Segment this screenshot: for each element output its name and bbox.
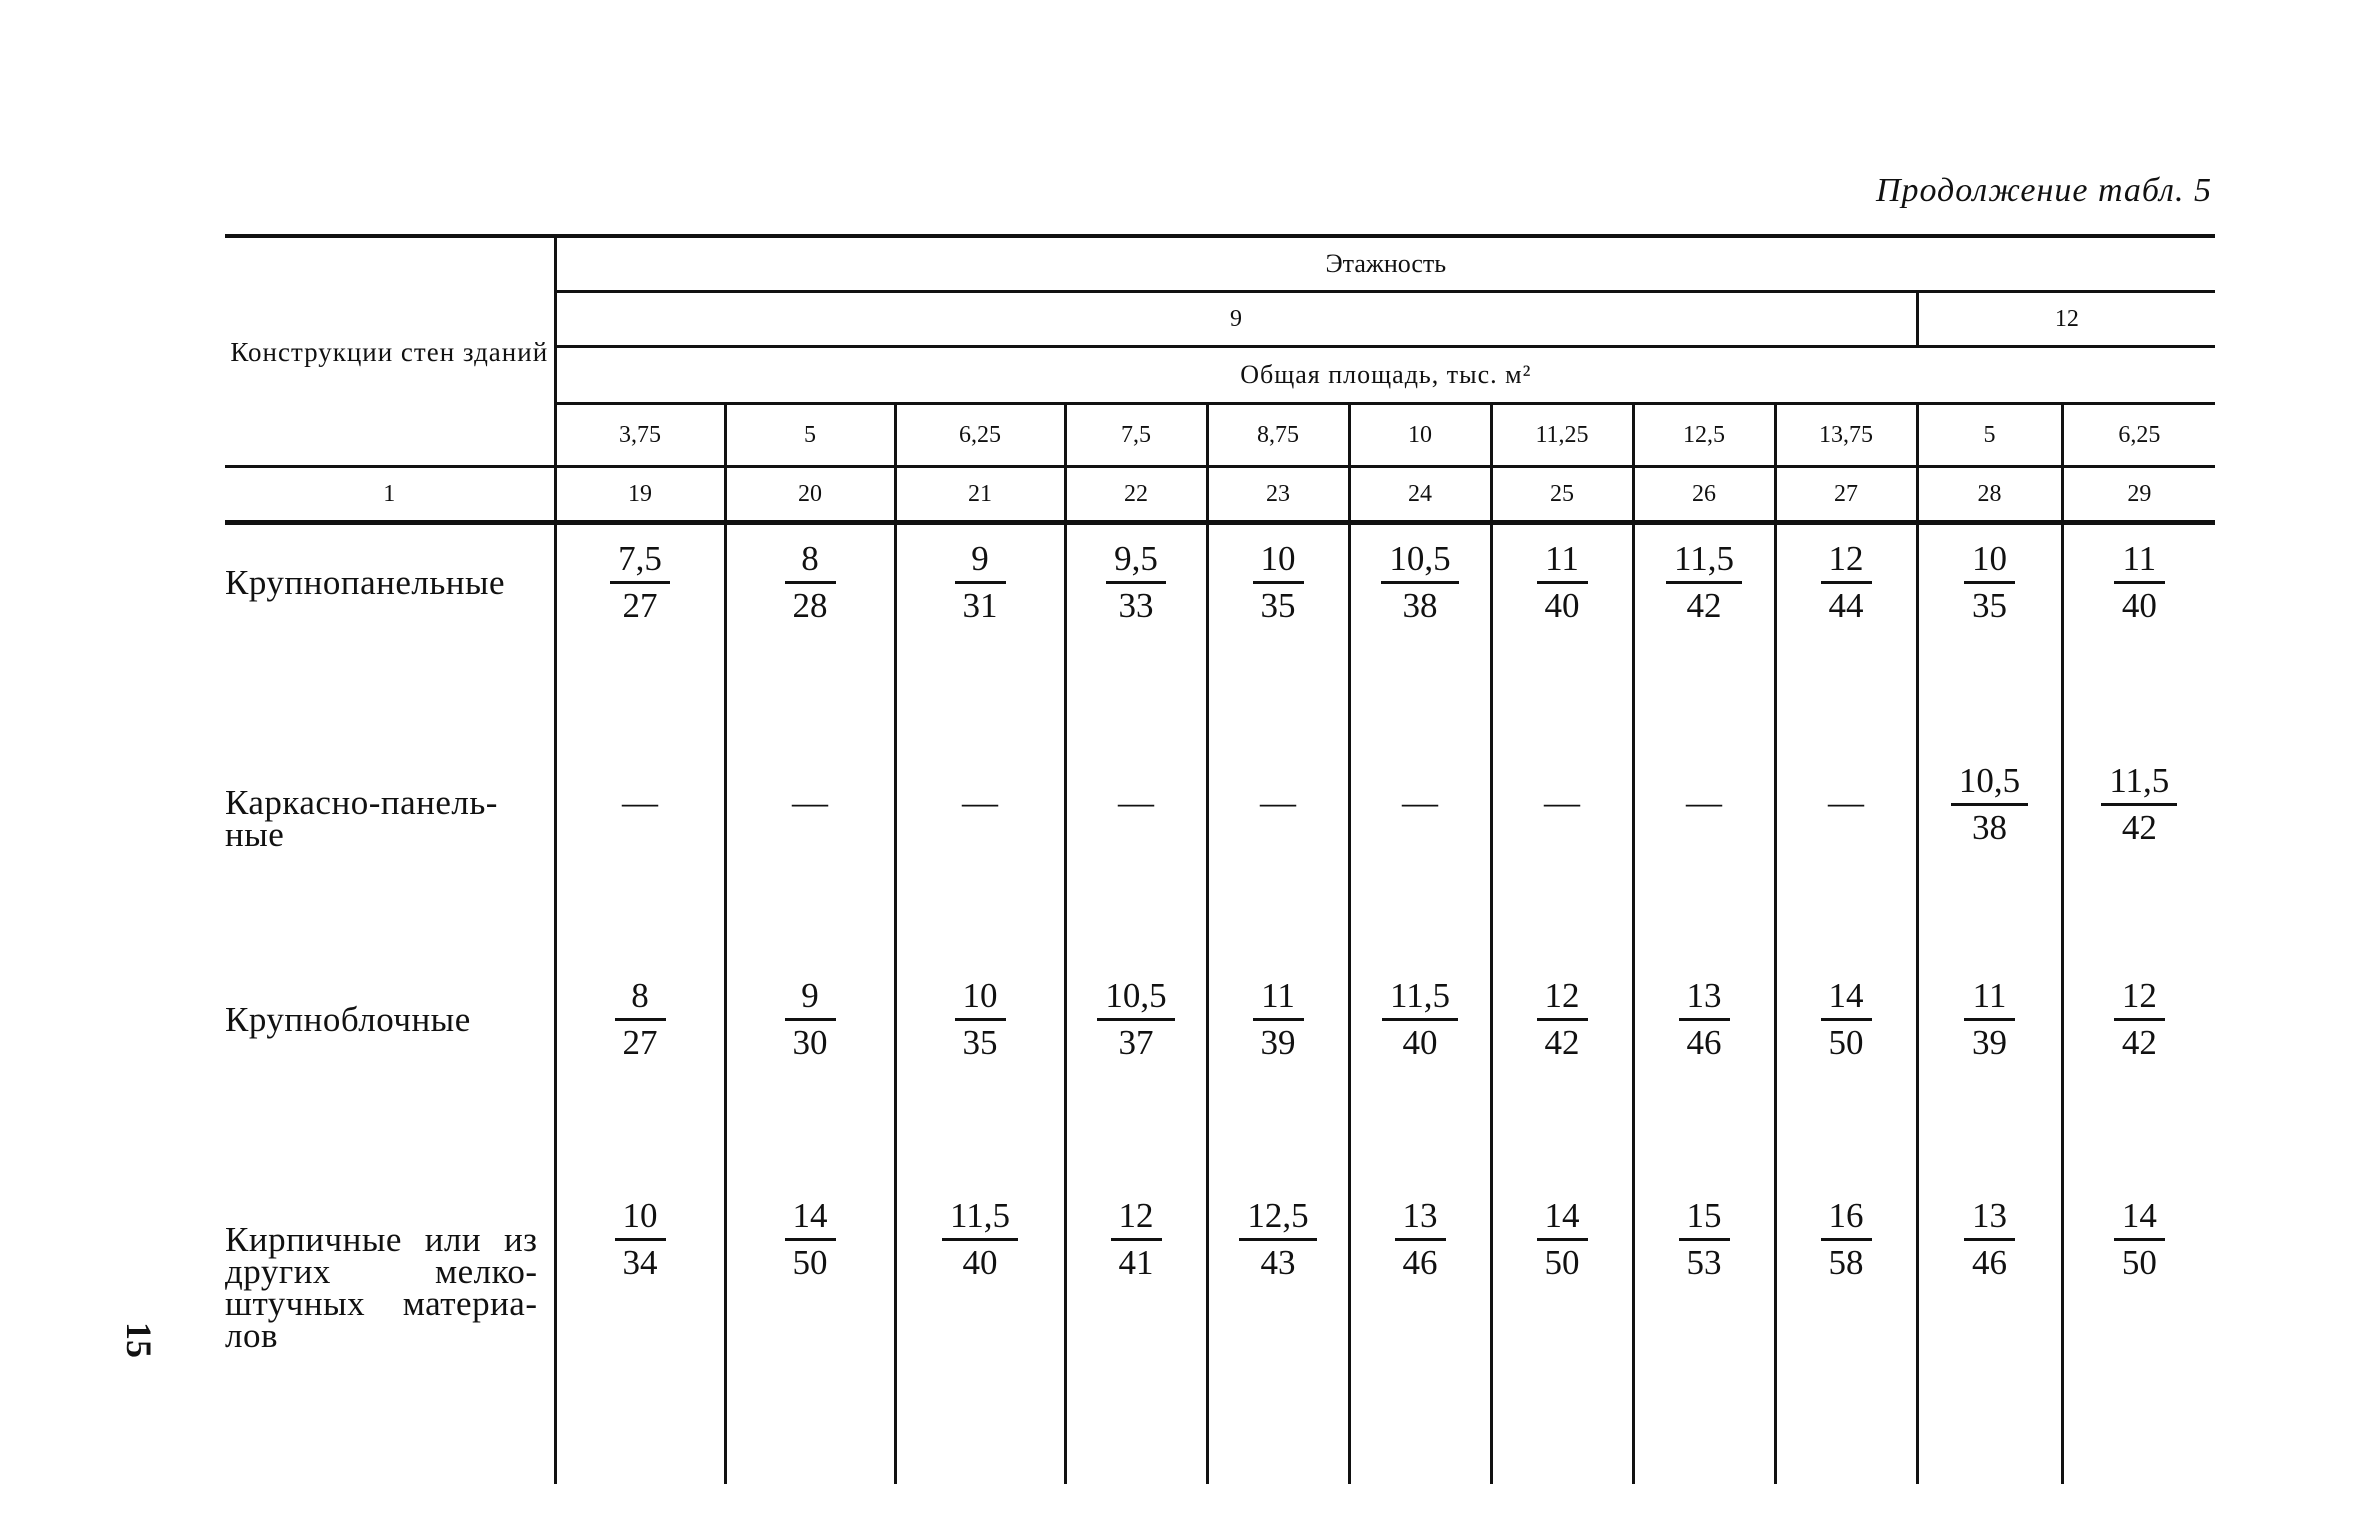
fraction-denominator: 50 <box>792 1243 828 1282</box>
table-cell <box>1207 747 1349 962</box>
table-cell <box>1775 962 1917 1182</box>
table-cell <box>1633 962 1775 1182</box>
table-cell <box>555 747 725 962</box>
header-column-number: 1 <box>383 480 396 507</box>
table-cell <box>1065 747 1207 962</box>
header-area-value: 11,25 <box>1491 404 1633 467</box>
fraction-value <box>1951 759 2028 850</box>
table-cell <box>2062 1182 2215 1484</box>
table-cell <box>895 1182 1065 1484</box>
fraction-denominator: 40 <box>1402 1023 1438 1062</box>
table-cell <box>895 523 1065 748</box>
table-cell <box>1207 962 1349 1182</box>
fraction-numerator: 10 <box>615 1194 666 1241</box>
table-cell <box>1349 747 1491 962</box>
fraction-value <box>1537 1194 1588 1285</box>
table-cell <box>555 523 725 748</box>
row-label-line: Крупноблочные <box>225 1000 471 1039</box>
fraction-denominator: 53 <box>1686 1243 1722 1282</box>
fraction-denominator: 35 <box>1972 586 2007 625</box>
fraction-value <box>1106 537 1166 628</box>
fraction-value <box>1253 974 1304 1065</box>
fraction-denominator: 39 <box>1972 1023 2007 1062</box>
header-floor-group-9: 9 <box>555 292 1917 347</box>
fraction-denominator: 31 <box>962 586 998 625</box>
fraction-denominator: 34 <box>622 1243 658 1282</box>
table-cell <box>1349 1182 1491 1484</box>
dash-mark: — <box>1260 782 1296 822</box>
fraction-denominator: 42 <box>2121 808 2157 847</box>
row-label-line: других мелко- <box>225 1252 538 1291</box>
dash-mark: — <box>1544 782 1580 822</box>
row-label-line: Крупнопанельные <box>225 563 506 602</box>
header-column-number: 26 <box>1633 467 1775 523</box>
fraction-numerator: 10 <box>955 974 1006 1021</box>
dash-mark: — <box>792 782 828 822</box>
fraction-value <box>1097 974 1174 1065</box>
table-cell <box>1775 747 1917 962</box>
table-cell <box>555 962 725 1182</box>
fraction-value <box>1239 1194 1316 1285</box>
table-cell <box>1775 523 1917 748</box>
fraction-numerator: 9 <box>785 974 836 1021</box>
row-label <box>225 962 555 1182</box>
fraction-denominator: 35 <box>962 1023 998 1062</box>
header-area-value: 12,5 <box>1633 404 1775 467</box>
table-cell <box>1917 1182 2062 1484</box>
fraction-denominator: 46 <box>1972 1243 2007 1282</box>
fraction-numerator: 12 <box>2114 974 2165 1021</box>
fraction-value <box>942 1194 1018 1285</box>
fraction-denominator: 41 <box>1118 1243 1154 1282</box>
header-column-number: 23 <box>1207 467 1349 523</box>
table-cell <box>725 523 895 748</box>
fraction-value <box>785 1194 836 1285</box>
fraction-value <box>1964 1194 2015 1285</box>
fraction-value <box>2114 1194 2165 1285</box>
header-column-number: 28 <box>1917 467 2062 523</box>
fraction-numerator: 10,5 <box>1097 974 1174 1021</box>
fraction-denominator: 38 <box>1972 808 2007 847</box>
header-total-area: Общая площадь, тыс. м² <box>555 347 2215 404</box>
table-cell <box>1349 962 1491 1182</box>
fraction-denominator: 42 <box>2121 1023 2157 1062</box>
table-cell <box>1917 523 2062 748</box>
fraction-numerator: 12,5 <box>1239 1194 1316 1241</box>
fraction-numerator: 10,5 <box>1381 537 1458 584</box>
fraction-numerator: 12 <box>1537 974 1588 1021</box>
table-cell <box>725 962 895 1182</box>
fraction-denominator: 50 <box>1828 1023 1864 1062</box>
fraction-numerator: 10 <box>1253 537 1304 584</box>
table-row <box>225 962 2215 1182</box>
fraction-value <box>2114 537 2165 628</box>
fraction-value <box>1111 1194 1162 1285</box>
header-column-number: 21 <box>895 467 1065 523</box>
table-cell <box>1065 1182 1207 1484</box>
fraction-value <box>1964 537 2015 628</box>
fraction-denominator: 33 <box>1118 586 1154 625</box>
table-cell <box>1065 962 1207 1182</box>
fraction-value <box>955 537 1006 628</box>
table-cell <box>725 747 895 962</box>
fraction-denominator: 40 <box>962 1243 998 1282</box>
table-cell <box>1633 523 1775 748</box>
fraction-denominator: 46 <box>1402 1243 1438 1282</box>
fraction-value <box>2101 759 2177 850</box>
fraction-denominator: 46 <box>1686 1023 1722 1062</box>
table-cell <box>1207 523 1349 748</box>
row-label <box>225 1182 555 1484</box>
fraction-numerator: 11 <box>2114 537 2165 584</box>
row-label-line: ные <box>225 815 285 854</box>
fraction-denominator: 35 <box>1260 586 1296 625</box>
table-cell <box>895 962 1065 1182</box>
header-area-value: 7,5 <box>1065 404 1207 467</box>
fraction-value <box>1253 537 1304 628</box>
fraction-value <box>1821 1194 1872 1285</box>
fraction-numerator: 14 <box>2114 1194 2165 1241</box>
header-floor-group-12: 12 <box>1917 292 2215 347</box>
fraction-numerator: 14 <box>1537 1194 1588 1241</box>
table-cell <box>1491 747 1633 962</box>
fraction-numerator: 12 <box>1111 1194 1162 1241</box>
row-label-line: Кирпичные или из <box>225 1220 538 1259</box>
dash-mark: — <box>1118 782 1154 822</box>
fraction-denominator: 40 <box>2121 586 2157 625</box>
fraction-value <box>1537 974 1588 1065</box>
row-label-line: штучных материа- <box>225 1284 538 1323</box>
table-cell <box>895 747 1065 962</box>
table-cell <box>2062 523 2215 748</box>
table-cell <box>1065 523 1207 748</box>
fraction-numerator: 11,5 <box>1666 537 1742 584</box>
table-caption: Продолжение табл. 5 <box>1875 172 2212 209</box>
table-row <box>225 1182 2215 1484</box>
table-cell <box>1349 523 1491 748</box>
fraction-denominator: 27 <box>622 586 658 625</box>
fraction-denominator: 50 <box>1544 1243 1580 1282</box>
fraction-denominator: 42 <box>1686 586 1722 625</box>
page-number: 15 <box>119 1322 159 1358</box>
fraction-denominator: 39 <box>1260 1023 1296 1062</box>
table-cell <box>1207 1182 1349 1484</box>
fraction-numerator: 10,5 <box>1951 759 2028 806</box>
header-area-value: 6,25 <box>895 404 1065 467</box>
fraction-value <box>1821 974 1872 1065</box>
fraction-numerator: 13 <box>1395 1194 1446 1241</box>
table-cell <box>1775 1182 1917 1484</box>
fraction-value <box>610 537 670 628</box>
table-cell <box>1917 962 2062 1182</box>
fraction-numerator: 11 <box>1537 537 1588 584</box>
fraction-numerator: 16 <box>1821 1194 1872 1241</box>
dash-mark: — <box>1828 782 1864 822</box>
header-column-number: 29 <box>2062 467 2215 523</box>
table-row <box>225 523 2215 748</box>
fraction-denominator: 27 <box>622 1023 658 1062</box>
fraction-denominator: 43 <box>1260 1243 1296 1282</box>
header-column-number: 25 <box>1491 467 1633 523</box>
table-cell <box>1917 747 2062 962</box>
header-column-number: 27 <box>1775 467 1917 523</box>
fraction-numerator: 11 <box>1253 974 1304 1021</box>
dash-mark: — <box>622 782 658 822</box>
table-cell <box>1491 962 1633 1182</box>
header-area-value: 8,75 <box>1207 404 1349 467</box>
fraction-value <box>785 537 836 628</box>
fraction-numerator: 13 <box>1964 1194 2015 1241</box>
fraction-numerator: 11,5 <box>2101 759 2177 806</box>
column-number-row <box>225 467 2215 523</box>
header-column-number: 22 <box>1065 467 1207 523</box>
fraction-denominator: 42 <box>1544 1023 1580 1062</box>
fraction-numerator: 14 <box>1821 974 1872 1021</box>
table-cell <box>725 1182 895 1484</box>
fraction-value <box>2114 974 2165 1065</box>
fraction-numerator: 7,5 <box>610 537 670 584</box>
header-area-value: 3,75 <box>555 404 725 467</box>
table-header <box>225 236 2215 523</box>
fraction-numerator: 8 <box>615 974 666 1021</box>
fraction-value <box>1679 1194 1730 1285</box>
table-cell <box>1491 523 1633 748</box>
header-area-value: 5 <box>1917 404 2062 467</box>
fraction-value <box>1395 1194 1446 1285</box>
row-label <box>225 523 555 748</box>
fraction-denominator: 37 <box>1118 1023 1154 1062</box>
header-column-number: 19 <box>555 467 725 523</box>
fraction-numerator: 13 <box>1679 974 1730 1021</box>
fraction-value <box>1382 974 1458 1065</box>
fraction-denominator: 30 <box>792 1023 828 1062</box>
row-label-line: Каркасно-панель- <box>225 783 498 822</box>
fraction-numerator: 8 <box>785 537 836 584</box>
fraction-value <box>1666 537 1742 628</box>
fraction-denominator: 50 <box>2121 1243 2157 1282</box>
dash-mark: — <box>1686 782 1722 822</box>
header-area-value: 6,25 <box>2062 404 2215 467</box>
header-floors: Этажность <box>555 236 2215 292</box>
fraction-value <box>1537 537 1588 628</box>
fraction-value <box>1964 974 2015 1065</box>
fraction-numerator: 9 <box>955 537 1006 584</box>
fraction-value <box>1821 537 1872 628</box>
header-area-value: 10 <box>1349 404 1491 467</box>
fraction-denominator: 38 <box>1402 586 1438 625</box>
table-body <box>225 523 2215 1485</box>
fraction-numerator: 12 <box>1821 537 1872 584</box>
fraction-numerator: 15 <box>1679 1194 1730 1241</box>
fraction-denominator: 28 <box>792 586 828 625</box>
data-table <box>225 234 2215 1484</box>
fraction-numerator: 14 <box>785 1194 836 1241</box>
dash-mark: — <box>962 782 998 822</box>
header-area-value: 13,75 <box>1775 404 1917 467</box>
table-cell <box>555 1182 725 1484</box>
table-cell <box>1491 1182 1633 1484</box>
fraction-numerator: 9,5 <box>1106 537 1166 584</box>
fraction-value <box>955 974 1006 1065</box>
table-cell <box>2062 962 2215 1182</box>
header-area-value: 5 <box>725 404 895 467</box>
fraction-denominator: 40 <box>1544 586 1580 625</box>
fraction-numerator: 11 <box>1964 974 2015 1021</box>
table-row <box>225 747 2215 962</box>
table-cell <box>1633 747 1775 962</box>
fraction-value <box>615 1194 666 1285</box>
dash-mark: — <box>1402 782 1438 822</box>
header-column-number: 24 <box>1349 467 1491 523</box>
row-label-line: лов <box>225 1316 278 1355</box>
row-label <box>225 747 555 962</box>
table-cell <box>2062 747 2215 962</box>
fraction-numerator: 11,5 <box>942 1194 1018 1241</box>
fraction-value <box>615 974 666 1065</box>
fraction-value <box>785 974 836 1065</box>
fraction-denominator: 58 <box>1828 1243 1864 1282</box>
fraction-denominator: 44 <box>1828 586 1864 625</box>
fraction-numerator: 11,5 <box>1382 974 1458 1021</box>
fraction-numerator: 10 <box>1964 537 2015 584</box>
fraction-value <box>1381 537 1458 628</box>
table-cell <box>1633 1182 1775 1484</box>
header-column-number: 20 <box>725 467 895 523</box>
header-wall-construction: Конструкции стен зданий <box>225 236 555 467</box>
fraction-value <box>1679 974 1730 1065</box>
